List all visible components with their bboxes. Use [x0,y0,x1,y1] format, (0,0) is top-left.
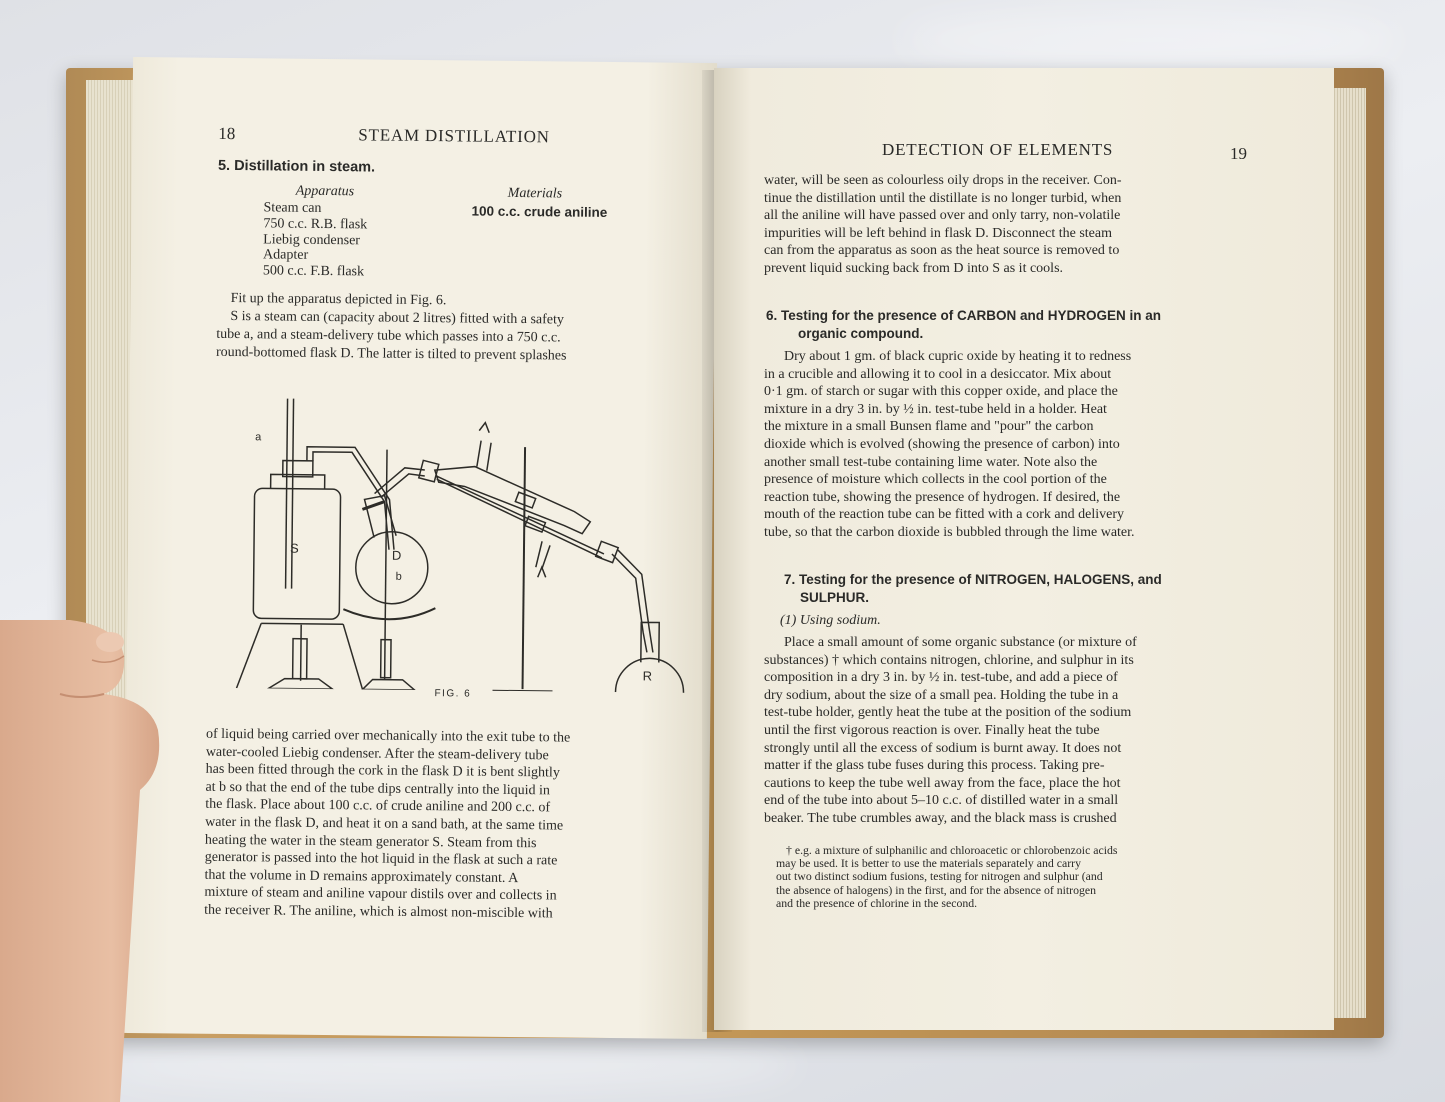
text-line: tube a, and a steam-delivery tube which passes into a 750 c.c. [216,326,561,346]
materials-item: 100 c.c. crude aniline [471,203,608,220]
apparatus-list [263,200,368,280]
subsection-title: (1) Using sodium. [780,613,881,628]
section-title: 5. Distillation in steam. [217,157,376,176]
text-line: strongly until all the excess of sodium is burnt away. It does not [764,740,1122,756]
text-line: dioxide which is evolved (showing the presence of carbon) into [764,436,1120,452]
text-line: presence of moisture which collects in the cool portion of the [764,472,1107,488]
page-number: 18 [218,123,236,144]
liebig-condenser [434,466,591,534]
text-line: end of the tube into about 5–10 c.c. of distilled water in a small [764,793,1119,809]
footnote-line: † e.g. a mixture of sulphanilic and chloroacetic or chlorobenzoic acids [786,843,1118,857]
text-line: until the first vigorous reaction is over. Finally heat the tube [764,722,1100,738]
text-line: beaker. The tube crumbles away, and the black mass is crushed [764,810,1117,826]
section-7-paragraph [764,634,1137,828]
figure-caption: FIG. 6 [434,688,472,700]
text-line: at b so that the end of the tube dips centrally into the liquid in [205,779,551,799]
label-d: D [391,547,402,563]
continued-paragraph [764,172,1122,278]
section-title: 6. Testing for the presence of CARBON and HYDROGEN in an [766,308,1162,323]
cloth-highlight [900,10,1400,70]
text-line: can from the apparatus as soon as the heat source is removed to [764,243,1120,259]
list-item: Adapter [262,247,309,264]
text-line: water, will be seen as colourless oily drops in the receiver. Con- [764,173,1122,188]
text-line: water-cooled Liebig condenser. After the steam-delivery tube [205,744,549,763]
section-title-cont: SULPHUR. [800,590,870,605]
text-line: test-tube holder, gently heat the tube at the position of the sodium [764,705,1132,721]
page-number: 19 [1230,144,1247,163]
text-line: cautions to keep the tube well away from the face, place the hot [764,775,1121,791]
body-paragraph [204,726,570,923]
cloth-highlight [100,1040,800,1090]
apparatus-heading: Apparatus [295,183,355,200]
text-line: substances) † which contains nitrogen, chlorine, and sulphur in its [764,652,1134,668]
footnote-line: may be used. It is better to use the materials separately and carry [776,856,1081,871]
list-item: Steam can [263,200,322,216]
footnote [776,844,1118,910]
text-line: reaction tube, showing the presence of hydrogen. If desired, the [764,489,1121,505]
text-line: matter if the glass tube fuses during this process. Taking pre- [764,758,1105,774]
running-head: DETECTION OF ELEMENTS [882,140,1114,159]
footnote-line: and the presence of chlorine in the second. [776,895,978,910]
text-line: S is a steam can (capacity about 2 litres) fitted with a safety [230,309,565,328]
running-head: STEAM DISTILLATION [358,125,550,147]
text-line: composition in a dry 3 in. by ½ in. test-tube, and add a piece of [764,670,1118,686]
text-line: round-bottomed flask D. The latter is tilted to prevent splashes [215,344,567,364]
bunsen-burner [293,639,307,679]
label-a: a [255,431,262,444]
list-item: 500 c.c. F.B. flask [262,263,365,280]
text-line: tinue the distillation until the distillate is no longer turbid, when [764,190,1122,206]
text-line: mixture of steam and aniline vapour distils over and collects in [204,885,557,904]
distillation-apparatus-figure [223,388,696,693]
text-line: impurities will be left behind in flask D. Disconnect the steam [764,225,1112,241]
tripod-leg [237,623,262,688]
text-line: dry sodium, about the size of a small pea. Holding the tube in a [764,687,1119,703]
text-line: tube, so that the carbon dioxide is bubbled through the lime water. [764,524,1135,540]
text-line: 0·1 gm. of starch or sugar with this copper oxide, and place the [764,384,1118,400]
text-line: Place a small amount of some organic substance (or mixture of [784,635,1137,650]
intro-paragraph [216,290,567,366]
tripod-leg [343,624,364,689]
list-item: 750 c.c. R.B. flask [263,216,368,233]
text-line: that the volume in D remains approximately constant. A [204,867,519,886]
text-line: prevent liquid sucking back from D into S as it cools. [764,260,1064,276]
materials-heading: Materials [507,185,563,202]
section-title: 7. Testing for the presence of NITROGEN, HALOGENS, and [784,572,1162,587]
text-line: heating the water in the steam generator S. Steam from this [204,832,537,851]
text-line: mouth of the reaction tube can be fitted with a cork and delivery [764,507,1124,523]
safety-tube [286,399,288,589]
footnote-line: the absence of halogens) in the first, and for the absence of nitrogen [776,882,1097,897]
text-line: water in the flask D, and heat it on a sand bath, at the same time [205,814,564,834]
sand-bath [343,607,435,619]
text-line: mixture in a dry 3 in. by ½ in. test-tube held in a holder. Heat [764,401,1107,417]
text-line: generator is passed into the hot liquid in the flask at such a rate [204,849,558,869]
text-line: Fit up the apparatus depicted in Fig. 6. [230,291,447,309]
section-6-paragraph [764,348,1135,542]
label-r: R [642,668,653,684]
label-s: S [289,540,299,556]
section-title-cont: organic compound. [798,326,924,341]
right-page [714,68,1334,1030]
text-line: the receiver R. The aniline, which is almost non-miscible with [204,902,553,922]
text-line: another small test-tube containing lime water. Note also the [764,454,1098,470]
list-item: Liebig condenser [263,231,361,248]
label-b: b [395,570,402,583]
text-line: Dry about 1 gm. of black cupric oxide by heating it to redness [784,349,1132,364]
footnote-line: out two distinct sodium fusions, testing for nitrogen and sulphur (and [776,869,1103,884]
text-line: in a crucible and allowing it to cool in a desiccator. Mix about [764,366,1112,382]
text-line: the flask. Place about 100 c.c. of crude aniline and 200 c.c. of [205,797,551,816]
text-line: all the aniline will have passed over and only tarry, non-volatile [764,208,1121,224]
hand [0,620,175,1102]
text-line: the mixture in a small Bunsen flame and "pour" the carbon [764,419,1094,435]
text-line: of liquid being carried over mechanically into the exit tube to the [205,726,571,746]
round-bottom-flask [355,531,428,604]
text-line: has been fitted through the cork in the flask D it is bent slightly [205,761,560,781]
left-page [123,57,717,1039]
retort-stand [523,447,526,689]
